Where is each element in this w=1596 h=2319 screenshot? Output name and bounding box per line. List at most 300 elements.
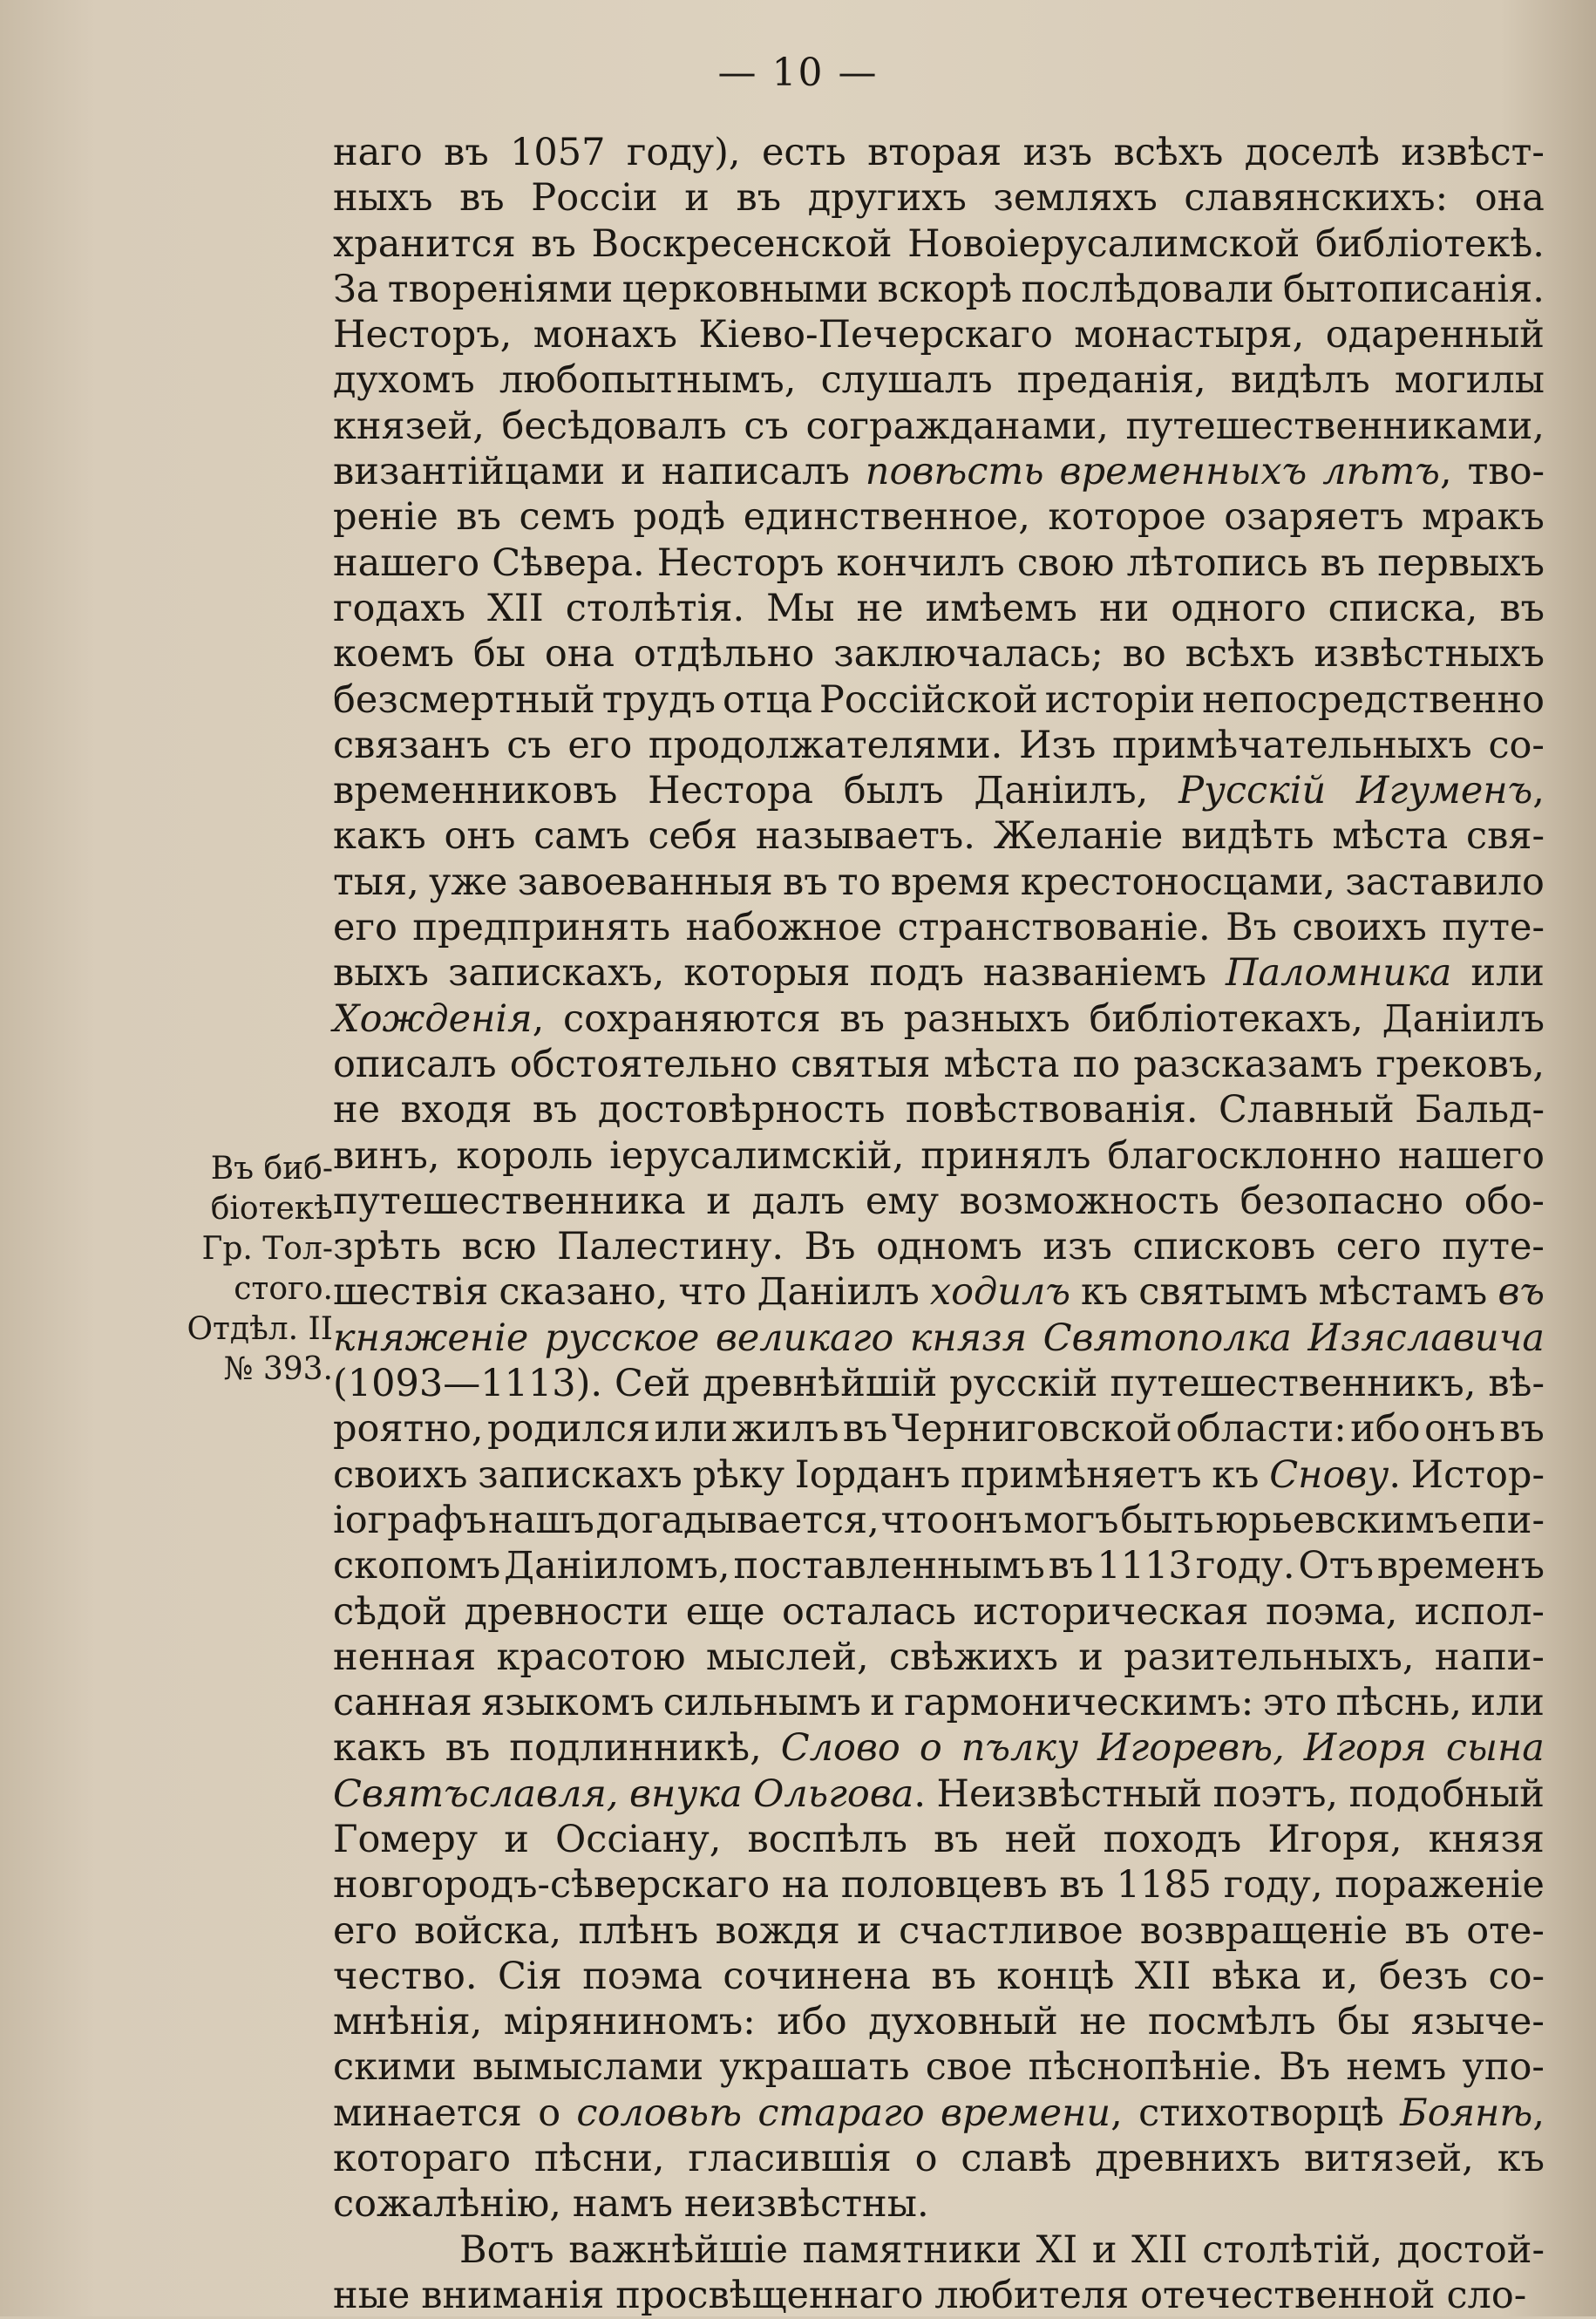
word: византійцами <box>333 450 606 494</box>
text-line <box>333 1134 1545 1180</box>
word: примѣчательныхъ <box>1112 723 1472 767</box>
word: міряниномъ: <box>503 2000 756 2044</box>
text-line <box>333 1590 1545 1636</box>
word: Желаніе <box>993 814 1164 859</box>
word: разсказамъ <box>1133 1042 1363 1086</box>
word: жилъ <box>731 1407 839 1452</box>
word: историческая <box>973 1589 1249 1634</box>
word: Новоіерусалимской <box>907 221 1301 266</box>
word: съ <box>506 723 552 767</box>
word: въ <box>1499 1407 1545 1452</box>
word: половцевъ <box>840 1863 1048 1908</box>
word: не <box>1079 2000 1127 2044</box>
word: витязей, <box>1303 2137 1474 2181</box>
word: ненная <box>333 1635 477 1679</box>
word: запискахъ, <box>447 951 665 996</box>
word: году, <box>1223 1863 1323 1908</box>
word: крестоносцами, <box>1020 860 1336 904</box>
word: извѣст- <box>1401 131 1545 174</box>
text-line <box>333 222 1545 268</box>
word: просвѣщеннаго <box>615 2273 924 2317</box>
word: трудъ <box>601 677 717 722</box>
word: быть <box>1120 1498 1214 1542</box>
word: счастливое <box>899 1908 1124 1953</box>
word: скими <box>333 2045 457 2090</box>
page-number: — 10 — <box>717 51 879 95</box>
word: гармоническимъ: <box>904 1681 1254 1725</box>
text-line <box>333 131 1545 176</box>
word: Игоря <box>1303 1726 1427 1771</box>
word: заставило <box>1345 860 1545 904</box>
word: нашего <box>333 541 480 585</box>
text-line <box>333 587 1545 632</box>
word: Игоревѣ, <box>1097 1726 1285 1771</box>
word: шествія <box>333 1270 489 1315</box>
word: годахъ <box>333 586 466 630</box>
word: примѣняетъ <box>961 1452 1202 1497</box>
margin-note-line: Отдѣл. II <box>187 1311 333 1347</box>
word: новгородъ-сѣверскаго <box>333 1863 771 1908</box>
word: путешественниками, <box>1125 404 1545 448</box>
word: сожалѣнію, <box>333 2182 561 2227</box>
word: походъ <box>1103 1817 1242 1861</box>
word: юрьевскимъ <box>1215 1498 1458 1542</box>
word: видѣлъ <box>1230 358 1370 403</box>
text-line <box>333 176 1545 221</box>
text-line <box>333 951 1545 996</box>
word: котораго <box>333 2137 512 2181</box>
word: 1113 <box>1097 1544 1192 1588</box>
word: временъ <box>1376 1544 1545 1588</box>
word: наго <box>333 131 423 174</box>
word: одаренный <box>1325 313 1545 357</box>
word: что <box>880 1498 949 1542</box>
word: въ <box>934 1817 979 1861</box>
word: имѣемъ <box>925 586 1077 630</box>
word: внука <box>628 1772 743 1816</box>
word: Оссіану, <box>554 1817 722 1861</box>
word: Неизвѣстный <box>936 1772 1203 1816</box>
word: время <box>890 860 1011 904</box>
word: хранится <box>333 221 516 266</box>
word: столѣтій, <box>1202 2227 1383 2272</box>
text-line <box>333 769 1545 814</box>
word: возвращеніе <box>1139 1908 1389 1953</box>
word: князя <box>1428 1817 1545 1861</box>
word: рѣку <box>692 1452 785 1497</box>
word: о <box>538 2091 561 2135</box>
word: предпринять <box>412 906 671 950</box>
word: сильнымъ <box>662 1681 861 1725</box>
word: въ <box>1499 586 1545 630</box>
text-line <box>333 997 1545 1043</box>
word: реніе <box>333 495 438 540</box>
word: обстоятельно <box>509 1042 778 1086</box>
word: сло- <box>1446 2273 1527 2317</box>
word: санная <box>333 1681 472 1725</box>
word: въ <box>531 221 576 266</box>
word: XII <box>1134 1954 1192 1998</box>
word: Паломника <box>1226 951 1452 996</box>
word: въ <box>532 1088 578 1132</box>
word: всѣхъ <box>1113 131 1224 174</box>
word: Снову. <box>1269 1452 1401 1497</box>
text-line <box>333 1909 1545 1955</box>
word: Слово <box>780 1726 900 1771</box>
word: сказано, <box>499 1270 669 1315</box>
word: Святополка <box>1042 1316 1292 1360</box>
word: Святъславля, <box>333 1772 619 1816</box>
word: ныхъ <box>333 176 433 221</box>
word: испол- <box>1414 1589 1545 1634</box>
text-line <box>333 1270 1545 1316</box>
word: Въ <box>1226 906 1278 950</box>
word: коемъ <box>333 632 455 677</box>
word: безъ <box>1378 1954 1469 1998</box>
word: Палестину. <box>556 1225 784 1269</box>
word: завоеванныя <box>517 860 773 904</box>
word: въ <box>1498 1270 1545 1315</box>
word: связанъ <box>333 723 491 767</box>
word: осталась <box>782 1589 956 1634</box>
word: вторая <box>867 131 1002 174</box>
word: XII <box>487 586 544 630</box>
word: тыя, <box>333 860 419 904</box>
word: князей, <box>333 404 485 448</box>
word: Сей <box>615 1362 691 1406</box>
word: бесѣдовалъ <box>501 404 727 448</box>
word: іографъ <box>333 1498 487 1542</box>
word: мѣстамъ <box>1318 1270 1488 1315</box>
word: Даніилъ <box>757 1270 920 1315</box>
text-line <box>333 1316 1545 1362</box>
word: соловьѣ <box>576 2091 743 2135</box>
word: минается <box>333 2091 522 2135</box>
word: въ <box>842 1407 888 1452</box>
word: достовѣрность <box>597 1088 886 1132</box>
word: немъ <box>1346 2045 1447 2090</box>
word: концѣ <box>996 1954 1115 1998</box>
word: Іорданъ <box>794 1452 951 1497</box>
word: тво- <box>1467 450 1545 494</box>
word: списка, <box>1328 586 1478 630</box>
word: Ольгова. <box>753 1772 927 1816</box>
word: свое <box>925 2045 1013 2090</box>
word: со- <box>1488 1954 1545 1998</box>
word: подлинникѣ, <box>509 1726 762 1771</box>
word: украшать <box>719 2045 910 2090</box>
word: ходилъ <box>929 1270 1070 1315</box>
word: напи- <box>1434 1635 1545 1679</box>
word: видѣть <box>1181 814 1314 859</box>
word: стихотворцѣ <box>1138 2091 1384 2135</box>
word: мнѣнія, <box>333 2000 483 2044</box>
word: входя <box>400 1088 513 1132</box>
word: одномъ <box>876 1225 1022 1269</box>
word: Отъ <box>1298 1544 1374 1588</box>
word: году), <box>626 131 741 174</box>
word: отдѣльно <box>633 632 815 677</box>
word: 1185 <box>1116 1863 1212 1908</box>
word: далъ <box>751 1179 846 1223</box>
word: бы <box>1337 2000 1390 2044</box>
word: непосредственно <box>1202 677 1545 722</box>
word: русское <box>544 1316 700 1360</box>
word: въ <box>459 176 505 221</box>
text-line <box>333 2137 1545 2182</box>
word: временныхъ <box>1059 450 1307 494</box>
word: Истор- <box>1410 1452 1545 1497</box>
word: достой- <box>1396 2227 1545 2272</box>
word: и <box>504 1817 529 1861</box>
word: нашъ <box>488 1498 594 1542</box>
word: отечественной <box>1140 2273 1436 2317</box>
word: не <box>333 1088 381 1132</box>
word: важнѣйшіе <box>568 2227 789 2272</box>
word: догадывается, <box>595 1498 879 1542</box>
word: о <box>914 2137 938 2181</box>
word: подъ <box>869 951 964 996</box>
word: ней <box>1004 1817 1077 1861</box>
word: былъ <box>843 769 944 813</box>
margin-note-line: Въ биб- <box>210 1151 333 1187</box>
word: запискахъ <box>478 1452 683 1497</box>
text-line <box>333 678 1545 724</box>
word: своихъ <box>333 1452 468 1497</box>
word: что <box>678 1270 747 1315</box>
text-line <box>333 495 1545 541</box>
text-line <box>333 2274 1545 2319</box>
word: въ <box>445 1726 491 1771</box>
word: стараго <box>757 2091 925 2135</box>
word: пораженіе <box>1335 1863 1545 1908</box>
word: Даніилъ, <box>974 769 1149 813</box>
word: русскій <box>949 1362 1098 1406</box>
word: ные <box>333 2273 411 2317</box>
word: великаго <box>715 1316 894 1360</box>
word: Даніиломъ, <box>504 1544 730 1588</box>
word: святыя <box>790 1042 931 1086</box>
word: онъ <box>444 814 516 859</box>
word: пѣснопѣніе. <box>1028 2045 1263 2090</box>
word: другихъ <box>807 176 967 221</box>
word: и <box>870 1681 895 1725</box>
margin-note-line: біотекѣ <box>210 1191 333 1227</box>
word: славѣ <box>961 2137 1072 2181</box>
word: со- <box>1488 723 1545 767</box>
word: отца <box>722 677 812 722</box>
text-line <box>333 450 1545 495</box>
word: лѣтъ, <box>1322 450 1452 494</box>
word: исторіи <box>1044 677 1196 722</box>
word: области: <box>1175 1407 1347 1452</box>
word: зрѣть <box>333 1225 442 1269</box>
word: повѣствованія. <box>905 1088 1199 1132</box>
word: изъ <box>1042 1225 1112 1269</box>
word: твореніями <box>387 267 614 311</box>
word: бытописанія. <box>1282 267 1545 311</box>
word: древнѣйшій <box>702 1362 938 1406</box>
word: войска, <box>414 1908 562 1953</box>
text-line <box>333 1818 1545 1863</box>
word: къ <box>1081 1270 1129 1315</box>
word: вскорѣ <box>877 267 1013 311</box>
word: путешественникъ, <box>1110 1362 1477 1406</box>
word: мыслей, <box>705 1635 869 1679</box>
word: въ <box>782 860 828 904</box>
body-text <box>333 131 1545 2319</box>
word: сына <box>1445 1726 1545 1771</box>
text-line <box>333 1636 1545 1681</box>
word: описалъ <box>333 1042 497 1086</box>
word: въ <box>1320 541 1366 585</box>
text-line <box>333 1726 1545 1772</box>
word: грековъ, <box>1375 1042 1545 1086</box>
word: воспѣлъ <box>747 1817 907 1861</box>
word: (1093—1113). <box>333 1362 603 1406</box>
word: король <box>456 1133 594 1178</box>
word: поэма, <box>1265 1589 1398 1634</box>
word: не <box>856 586 904 630</box>
word: Игуменъ, <box>1356 769 1545 813</box>
text-line <box>333 1225 1545 1270</box>
word: вниманія <box>421 2273 605 2317</box>
word: Несторъ, <box>333 313 513 357</box>
word: вѣ- <box>1488 1362 1545 1406</box>
word: могилы <box>1394 358 1545 403</box>
word: Мы <box>766 586 835 630</box>
word: путе- <box>1442 906 1545 950</box>
word: въ <box>839 996 885 1041</box>
word: ибо <box>1350 1407 1421 1452</box>
word: любителя <box>934 2273 1130 2317</box>
text-line <box>333 1955 1545 2000</box>
word: первыхъ <box>1377 541 1545 585</box>
word: бы <box>472 632 526 677</box>
word: онъ <box>950 1498 1022 1542</box>
word: заключалась; <box>833 632 1104 677</box>
word: Черниговской <box>891 1407 1172 1452</box>
word: мракъ <box>1422 495 1545 540</box>
word: княженіе <box>333 1316 529 1360</box>
word: обо- <box>1464 1179 1545 1223</box>
text-line <box>333 541 1545 587</box>
word: древнихъ <box>1095 2137 1280 2181</box>
text-line <box>333 814 1545 860</box>
text-line <box>333 632 1545 677</box>
word: пълку <box>961 1726 1079 1771</box>
word: въ <box>1048 1544 1094 1588</box>
text-line <box>333 1180 1545 1225</box>
word: Сія <box>497 1954 562 1998</box>
word: путешественника <box>333 1179 686 1223</box>
word: За <box>333 267 379 311</box>
word: времени, <box>940 2091 1123 2135</box>
word: всѣхъ <box>1185 632 1295 677</box>
word: винъ, <box>333 1133 440 1178</box>
word: своихъ <box>1292 906 1427 950</box>
word: Хожденія, <box>333 996 545 1041</box>
word: которое <box>1048 495 1206 540</box>
word: Изяславича <box>1307 1316 1545 1360</box>
word: Нестора <box>648 769 814 813</box>
word: монастыря, <box>1074 313 1305 357</box>
word: въ <box>736 176 782 221</box>
word: себя <box>648 814 738 859</box>
text-line <box>333 358 1545 404</box>
word: XI <box>1036 2227 1078 2272</box>
word: свою <box>1016 541 1115 585</box>
word: родился <box>486 1407 651 1452</box>
word: это <box>1262 1681 1328 1725</box>
word: или <box>1470 1681 1545 1725</box>
word: преданія, <box>1016 358 1206 403</box>
word: безопасно <box>1239 1179 1444 1223</box>
word: кончилъ <box>836 541 1005 585</box>
word: Несторъ <box>656 541 825 585</box>
word: выхъ <box>333 951 430 996</box>
text-line <box>333 2000 1545 2045</box>
word: согражданами, <box>805 404 1109 448</box>
word: въ <box>1059 1863 1104 1908</box>
word: и <box>684 176 710 221</box>
text-line <box>333 268 1545 313</box>
word: всю <box>461 1225 537 1269</box>
word: и <box>706 1179 731 1223</box>
word: Гомеру <box>333 1817 479 1861</box>
word: гласившія <box>688 2137 892 2181</box>
word: Въ <box>1279 2045 1331 2090</box>
word: любопытнымъ, <box>499 358 797 403</box>
word: Сѣвера. <box>492 541 645 585</box>
text-line <box>333 1499 1545 1544</box>
word: озаряетъ <box>1224 495 1404 540</box>
text-line <box>333 2228 1545 2274</box>
word: языче- <box>1410 2000 1545 2044</box>
word: его <box>333 1908 397 1953</box>
word: столѣтія. <box>565 586 745 630</box>
word: языкомъ <box>481 1681 655 1725</box>
word: на <box>781 1863 830 1908</box>
word: духомъ <box>333 358 475 403</box>
word: Россійской <box>818 677 1038 722</box>
word: къ <box>1497 2137 1545 2181</box>
word: 1057 <box>510 131 606 174</box>
word: послѣдовали <box>1021 267 1274 311</box>
word: его <box>333 906 397 950</box>
word: памятники <box>802 2227 1022 2272</box>
word: единственное, <box>743 495 1030 540</box>
word: свѣжихъ <box>888 1635 1058 1679</box>
word: по <box>1072 1042 1121 1086</box>
word: вождя <box>715 1908 840 1953</box>
word: сего <box>1335 1225 1422 1269</box>
text-line <box>333 1362 1545 1407</box>
word: мѣста <box>1332 814 1449 859</box>
text-line <box>333 313 1545 358</box>
word: какъ <box>333 1726 426 1771</box>
word: въ <box>931 1954 976 1998</box>
word: къ <box>1212 1452 1260 1497</box>
word: съ <box>744 404 789 448</box>
word: ни <box>1098 586 1150 630</box>
word: названіемъ <box>982 951 1207 996</box>
word: упо- <box>1462 2045 1545 2090</box>
word: изъ <box>1022 131 1093 174</box>
word: разныхъ <box>903 996 1070 1041</box>
word: скопомъ <box>333 1544 501 1588</box>
word: ему <box>865 1179 940 1223</box>
